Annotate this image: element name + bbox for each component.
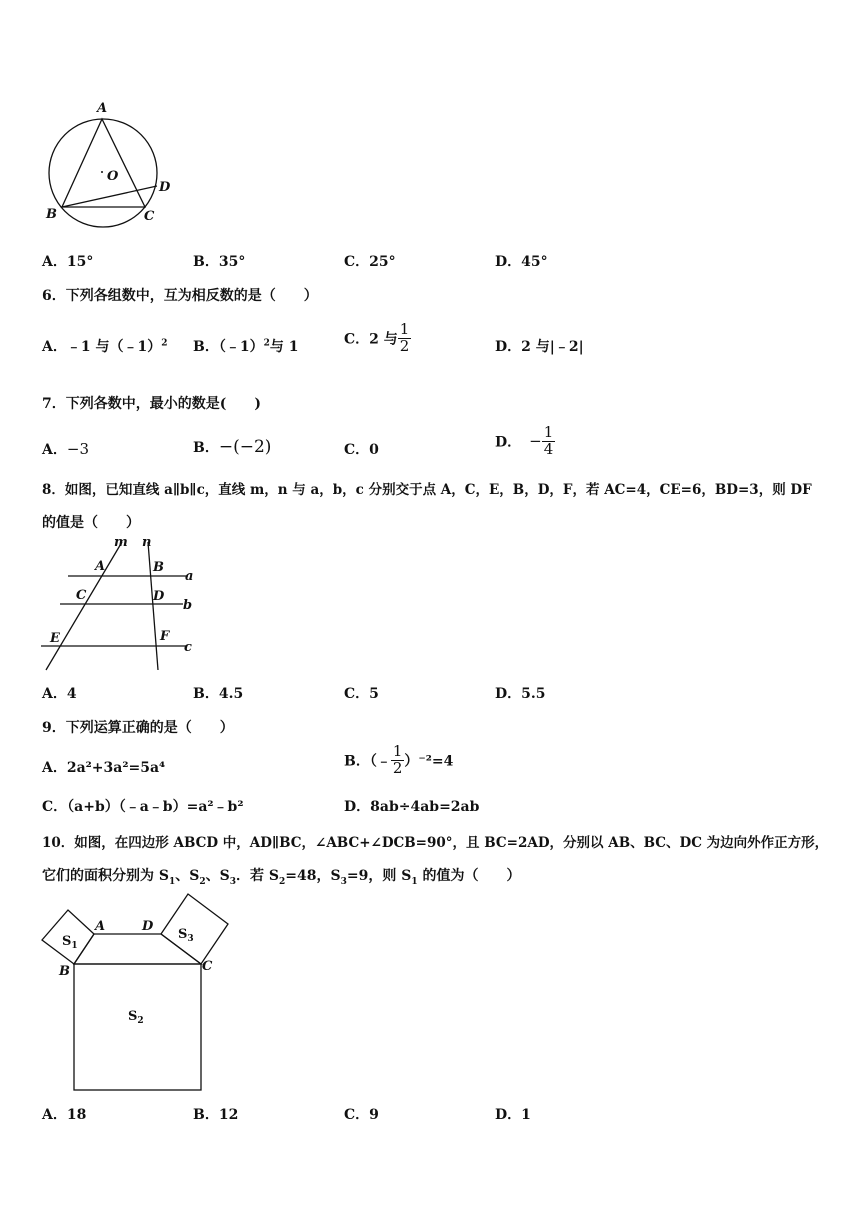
- q10-sub-2: 2: [199, 876, 206, 887]
- label-n: n: [142, 535, 152, 550]
- q6-a-text: ﹣1 与（﹣1）: [66, 339, 162, 355]
- q8-stem-line1: 8．如图，已知直线 a∥b∥c，直线 m，n 与 a，b，c 分别交于点 A，C，E，B，D，F，若 AC=4，CE=6，BD=3，则 DF: [42, 482, 812, 498]
- q7-a-prefix: A．: [42, 442, 67, 458]
- q9-b-tail: ）⁻²=4: [404, 753, 454, 770]
- q9-option-c[interactable]: C．（a+b）（﹣a﹣b）=a²﹣b²: [42, 799, 244, 815]
- q10-line2-part-c: 、S: [205, 868, 230, 884]
- squares-figure: [38, 890, 238, 1095]
- label-a-line: a: [185, 569, 194, 584]
- q6-option-b[interactable]: [193, 336, 298, 356]
- q7-d-den: 4: [543, 439, 554, 458]
- q7-c-value: 0: [369, 442, 379, 458]
- q6-b-tail: 与 1: [269, 339, 299, 355]
- q10-option-a[interactable]: A．18: [42, 1107, 87, 1123]
- label-b-vertex: B: [59, 964, 70, 979]
- q8-option-d[interactable]: D．5.5: [495, 686, 546, 702]
- q7-d-prefix: D．: [495, 434, 522, 451]
- q6-c-den: 2: [399, 336, 410, 355]
- circle-triangle-figure: [40, 100, 180, 230]
- q6-a-sup: 2: [161, 338, 168, 349]
- q10-line2-part-g: 的值为（ ）: [417, 868, 521, 884]
- q6-d-prefix: D．: [495, 339, 522, 355]
- label-d-point: D: [153, 589, 165, 604]
- q6-d-text: 2 与|﹣2|: [521, 339, 584, 355]
- label-d: D: [159, 180, 171, 195]
- q9-option-b[interactable]: [344, 744, 453, 777]
- center-point: [101, 171, 103, 173]
- q7-b-prefix: B．: [193, 440, 219, 456]
- q7-d-fraction: [542, 425, 556, 458]
- label-e-point: E: [50, 631, 60, 646]
- q7-option-d[interactable]: [495, 425, 555, 458]
- q6-a-prefix: A．: [42, 339, 67, 355]
- q8-stem-line2: 的值是（ ）: [42, 515, 140, 531]
- label-a-point: A: [95, 559, 106, 574]
- q10-line2-part-b: 、S: [175, 868, 200, 884]
- q10-option-d[interactable]: D．1: [495, 1107, 531, 1123]
- q7-d-num: 1: [543, 423, 554, 441]
- square-s2: [74, 964, 201, 1090]
- q7-stem: 7．下列各数中，最小的数是( ): [42, 396, 261, 412]
- q7-b-value: −(−2): [218, 437, 272, 457]
- q6-b-text: （﹣1）: [218, 339, 264, 355]
- q6-c-fraction: [398, 322, 412, 355]
- q10-sub-5: 3: [340, 876, 347, 887]
- q9-option-a[interactable]: A．2a²+3a²=5a⁴: [42, 760, 166, 776]
- q7-option-b[interactable]: [193, 437, 271, 457]
- q9-b-prefix: B．（﹣: [344, 753, 391, 770]
- q6-c-text: 2 与: [369, 331, 398, 348]
- parallel-lines-figure: [38, 532, 203, 677]
- square-s3: [161, 894, 228, 964]
- q9-b-den: 2: [392, 758, 403, 777]
- q6-b-prefix: B．: [193, 339, 219, 355]
- q10-line2-part-a: 它们的面积分别为 S: [42, 868, 169, 884]
- label-c-point: C: [76, 588, 87, 603]
- q6-c-prefix: C．: [344, 331, 370, 348]
- q6-option-a[interactable]: [42, 336, 168, 356]
- q10-sub-1: 1: [168, 876, 176, 887]
- label-b: B: [46, 207, 57, 222]
- q9-b-fraction: [391, 744, 405, 777]
- q8-option-a[interactable]: A．4: [42, 686, 77, 702]
- line-m: [46, 542, 122, 670]
- q5-option-a[interactable]: A．15°: [42, 254, 94, 270]
- label-m: m: [114, 535, 128, 550]
- label-s3: $S_3$: [178, 927, 194, 944]
- label-s2: $S_2$: [128, 1009, 144, 1026]
- label-a-vertex: A: [95, 919, 106, 934]
- q6-c-num: 1: [399, 320, 410, 338]
- q10-line2-part-f: =9，则 S: [346, 868, 412, 884]
- label-f-point: F: [160, 629, 170, 644]
- q9-stem: 9．下列运算正确的是（ ）: [42, 720, 234, 736]
- label-o: O: [107, 169, 119, 184]
- q10-sub-4: 2: [279, 876, 286, 887]
- q6-stem: 6．下列各组数中，互为相反数的是（ ）: [42, 288, 318, 304]
- q5-option-d[interactable]: D．45°: [495, 254, 548, 270]
- label-d-vertex: D: [142, 919, 154, 934]
- q6-option-d[interactable]: [495, 336, 584, 356]
- q7-d-sign: −: [529, 432, 542, 451]
- label-c-vertex: C: [202, 959, 213, 974]
- q8-option-c[interactable]: C．5: [344, 686, 379, 702]
- q7-c-prefix: C．: [344, 442, 370, 458]
- q10-line2-part-e: =48，S: [285, 868, 341, 884]
- q10-stem-line2: [42, 865, 520, 887]
- q6-b-sup: 2: [263, 338, 270, 349]
- q5-option-b[interactable]: B．35°: [193, 254, 246, 270]
- q7-option-a[interactable]: [42, 439, 89, 459]
- label-c: C: [144, 209, 155, 224]
- q10-option-b[interactable]: B．12: [193, 1107, 239, 1123]
- triangle-abc: [62, 119, 145, 207]
- q8-option-b[interactable]: B．4.5: [193, 686, 244, 702]
- q5-option-c[interactable]: C．25°: [344, 254, 396, 270]
- label-b-line: b: [183, 598, 193, 613]
- q9-option-d[interactable]: D．8ab÷4ab=2ab: [344, 799, 480, 815]
- label-s1: $S_1$: [62, 934, 78, 951]
- q9-b-num: 1: [392, 742, 403, 760]
- q7-option-c[interactable]: [344, 439, 379, 459]
- label-c-line: c: [184, 640, 192, 655]
- q10-sub-6: 1: [411, 876, 418, 887]
- circle-o: [49, 119, 157, 227]
- label-b-point: B: [153, 560, 164, 575]
- q10-sub-3: 3: [229, 876, 237, 887]
- q10-stem-line1: 10．如图，在四边形 ABCD 中，AD∥BC，∠ABC+∠DCB=90°，且 BC=2AD，分别以 AB、BC、DC 为边向外作正方形，: [42, 835, 829, 851]
- q6-option-c[interactable]: [344, 322, 411, 355]
- q10-option-c[interactable]: C．9: [344, 1107, 379, 1123]
- q7-a-value: −3: [66, 440, 89, 458]
- q10-line2-part-d: ．若 S: [236, 868, 280, 884]
- label-a: A: [97, 101, 108, 116]
